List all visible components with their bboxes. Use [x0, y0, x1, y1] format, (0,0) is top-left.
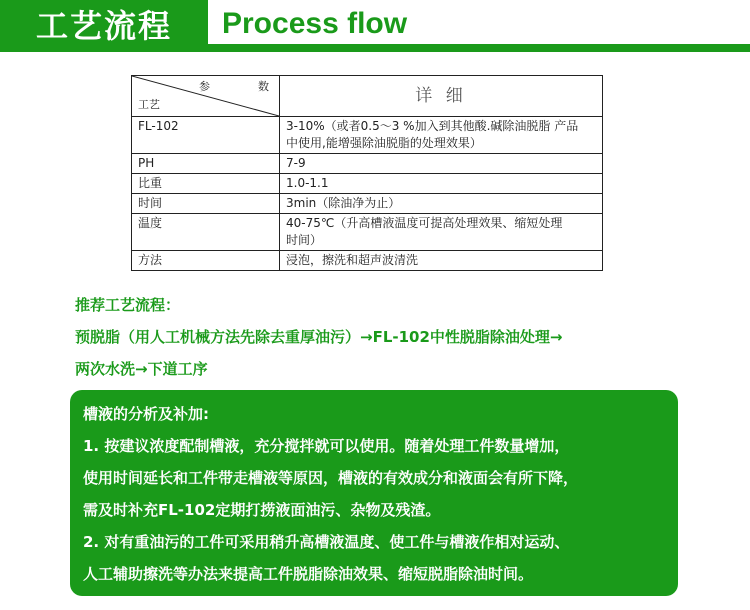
table-row	[132, 251, 603, 271]
recommend-title: 推荐工艺流程：	[75, 296, 181, 314]
notes-line: 使用时间延长和工件带走槽液等原因，槽液的有效成分和液面会有所下降，	[83, 469, 579, 487]
table-row	[132, 174, 603, 194]
table-header-row	[132, 76, 603, 117]
table-row	[132, 194, 603, 214]
diagonal-header-cell	[132, 76, 280, 117]
row-detail: 3min（除油净为止）	[280, 194, 603, 214]
row-detail-line: 中使用,能增强除油脱脂的处理效果）	[286, 136, 482, 150]
diag-top-left-label: 参	[199, 80, 210, 93]
row-detail: 浸泡，擦洗和超声波清洗	[280, 251, 603, 271]
diag-top-right-label: 数	[258, 80, 269, 93]
title-cn: 工艺流程	[0, 0, 208, 52]
diag-bottom-label: 工艺	[138, 98, 160, 111]
notes-line: 需及时补充FL-102定期打捞液面油污、杂物及残渣。	[83, 501, 441, 519]
row-detail	[280, 214, 603, 251]
process-parameter-table	[131, 75, 603, 271]
row-name: 时间	[132, 194, 280, 214]
row-detail: 1.0-1.1	[280, 174, 603, 194]
notes-title: 槽液的分析及补加:	[83, 405, 209, 423]
row-name: 温度	[132, 214, 280, 251]
recommend-line: 预脱脂（用人工机械方法先除去重厚油污）→FL-102中性脱脂除油处理→	[75, 328, 563, 346]
notes-box	[70, 390, 678, 596]
table-row	[132, 117, 603, 154]
row-name: PH	[132, 154, 280, 174]
title-en: Process flow	[222, 7, 408, 40]
row-name: 比重	[132, 174, 280, 194]
row-detail	[280, 117, 603, 154]
notes-line: 人工辅助擦洗等办法来提高工件脱脂除油效果、缩短脱脂除油时间。	[83, 565, 534, 583]
notes-line: 1. 按建议浓度配制槽液，充分搅拌就可以使用。随着处理工件数量增加，	[83, 437, 570, 455]
detail-header: 详 细	[280, 76, 603, 117]
page-header	[0, 0, 750, 60]
table-row	[132, 154, 603, 174]
row-name: FL-102	[132, 117, 280, 154]
row-detail-line: 时间）	[286, 233, 323, 247]
row-detail-line: 3-10%（或者0.5～3 %加入到其他酸.碱除油脱脂 产品	[286, 119, 579, 133]
notes-line: 2. 对有重油污的工件可采用稍升高槽液温度、使工件与槽液作相对运动、	[83, 533, 570, 551]
row-name: 方法	[132, 251, 280, 271]
diag-top-labels	[151, 78, 269, 95]
row-detail-line: 40-75℃（升高槽液温度可提高处理效果、缩短处理	[286, 216, 563, 230]
table-row	[132, 214, 603, 251]
row-detail: 7-9	[280, 154, 603, 174]
recommend-line: 两次水洗→下道工序	[75, 360, 208, 378]
